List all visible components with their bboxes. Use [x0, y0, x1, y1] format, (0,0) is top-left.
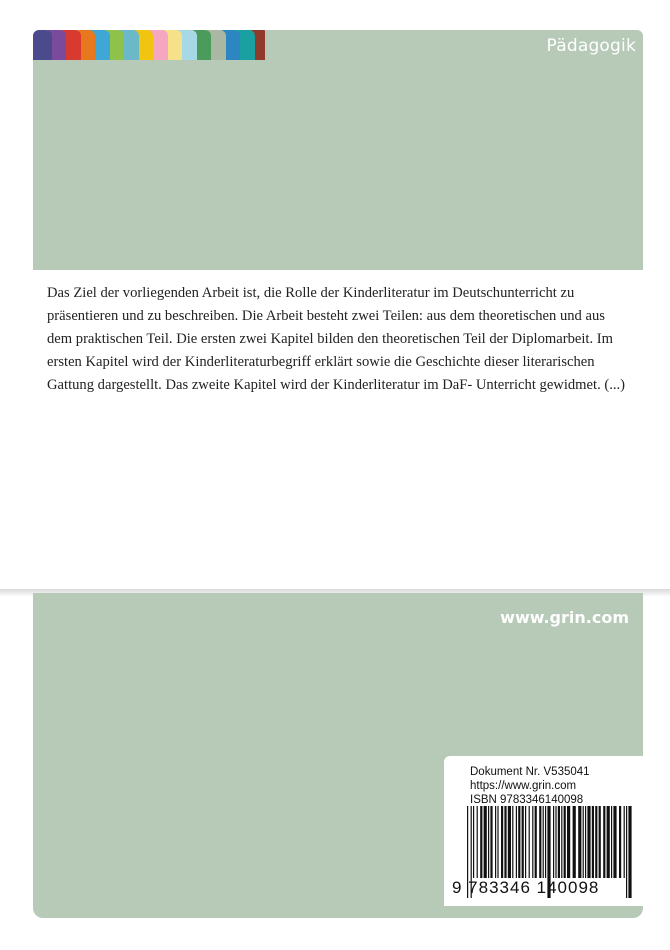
barcode-bar: [607, 806, 610, 878]
barcode-bar: [595, 806, 597, 878]
barcode-bar: [497, 806, 498, 878]
barcode-bar: [564, 806, 566, 878]
barcode-bar: [558, 806, 560, 878]
barcode-bar: [522, 806, 524, 878]
isbn-number: ISBN 9783346140098: [470, 794, 584, 806]
cover-top-panel: [33, 30, 643, 270]
barcode-bar: [613, 806, 616, 878]
isbn-info: [470, 765, 630, 807]
barcode-bar: [619, 806, 621, 878]
category-label: Pädagogik: [546, 36, 636, 56]
color-stripes: [33, 30, 265, 60]
barcode-bar: [532, 806, 533, 878]
barcode-bar: [611, 806, 612, 878]
description-text: Das Ziel der vorliegenden Arbeit ist, die Rolle der Kinderliteratur im Deutschunterricht zu präsentieren und zu beschreiben. Die Arbeit besteht zwei Teilen: aus dem theoretischen und aus dem praktischen Teil. Die ersten zwei Kapitel bilden den theoretischen Teil der Diplomarbeit. Im ersten Kapitel wird der Kinderliteraturbegriff erklärt sowie die Geschichte dieser literarischen Gattung dargestellt. Das zweite Kapitel wird der Kinderliteratur im DaF- Unterricht gewidmet. (...): [47, 285, 626, 393]
barcode-bar: [477, 806, 478, 878]
barcode-bar: [539, 806, 541, 878]
barcode-bar: [603, 806, 605, 878]
barcode-bar: [512, 806, 513, 878]
barcode-bar: [490, 806, 492, 878]
barcode-bar: [525, 806, 526, 878]
barcode-bar: [501, 806, 503, 878]
barcode-bar: [555, 806, 556, 878]
barcode-bar: [553, 806, 554, 878]
barcode-bar: [480, 806, 482, 878]
barcode-digits: 9 783346 140098: [452, 878, 600, 897]
publisher-website[interactable]: www.grin.com: [500, 608, 629, 627]
barcode-bar: [587, 806, 590, 878]
barcode-bar: [545, 806, 546, 878]
barcode-bar: [567, 806, 570, 878]
barcode-bar: [578, 806, 581, 878]
barcode-bar: [599, 806, 601, 878]
barcode-bar: [516, 806, 517, 878]
barcode-bar: [529, 806, 530, 878]
color-stripe: [33, 30, 52, 60]
barcode-bar: [585, 806, 586, 878]
barcode-bar: [583, 806, 584, 878]
barcode-bar: [473, 806, 474, 878]
barcode-bar: [508, 806, 511, 878]
barcode-bar: [484, 806, 487, 878]
barcode-bar: [573, 806, 576, 878]
document-url[interactable]: https://www.grin.com: [470, 780, 577, 792]
barcode-bar: [543, 806, 544, 878]
document-number: Dokument Nr. V535041: [470, 766, 590, 778]
barcode-bar: [504, 806, 506, 878]
barcode-bar: [624, 806, 625, 878]
barcode-bar: [535, 806, 537, 878]
barcode-bar: [488, 806, 489, 878]
barcode-bar: [592, 806, 594, 878]
barcode-bar: [495, 806, 496, 878]
barcode-bar: [561, 806, 562, 878]
barcode-bar: [518, 806, 520, 878]
